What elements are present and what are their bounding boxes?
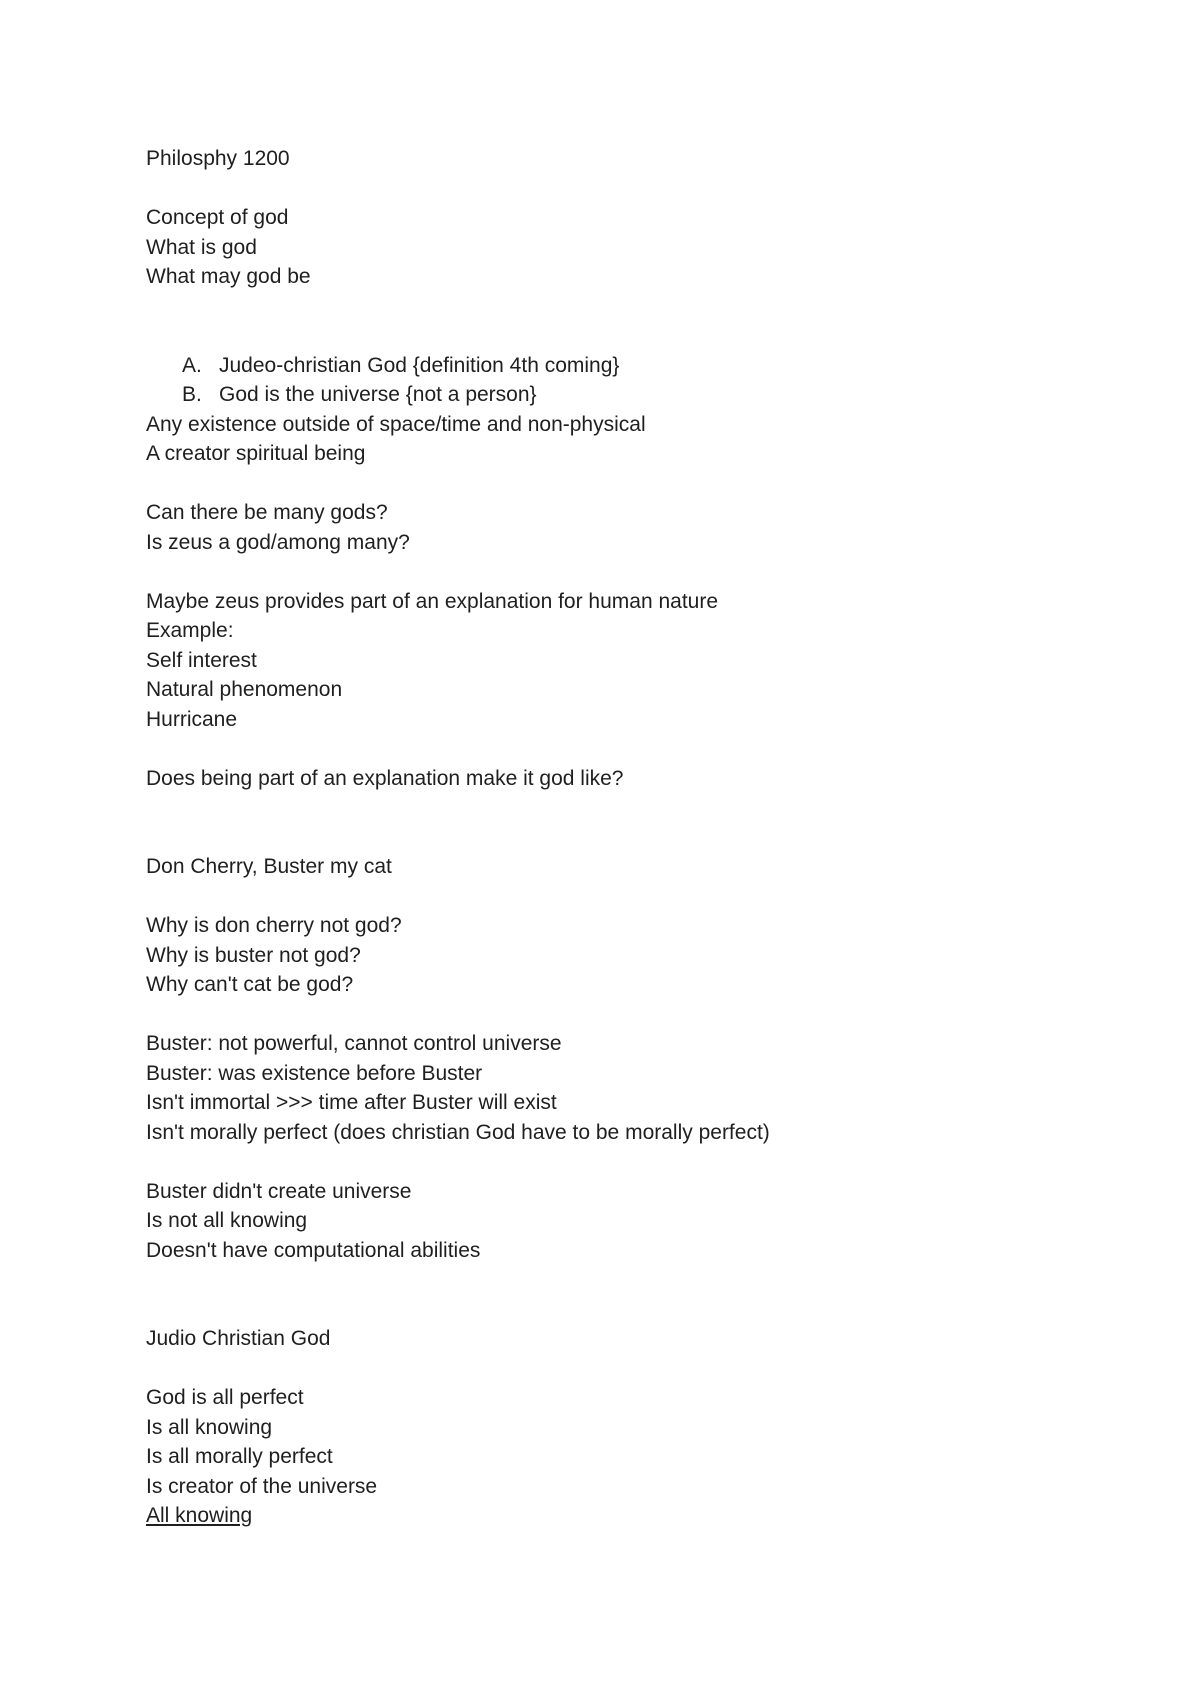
text-line: Is all knowing <box>146 1415 273 1439</box>
list-marker: B. <box>182 383 202 406</box>
text-line: Maybe zeus provides part of an explanation for human nature <box>146 589 719 613</box>
underlined-heading: All knowing <box>146 1504 253 1527</box>
spacer <box>146 174 1106 204</box>
spacer <box>146 1147 1106 1177</box>
text-line: What is god <box>146 235 257 259</box>
list-marker: A. <box>182 353 202 377</box>
section-heading: Judio Christian God <box>146 1327 331 1350</box>
list-item <box>146 351 1106 381</box>
text-line: What may god be <box>146 265 311 288</box>
document-body <box>146 144 1106 1531</box>
text-line: Example: <box>146 619 234 642</box>
text-line: Why can't cat be god? <box>146 973 354 996</box>
text-line: Buster: not powerful, cannot control universe <box>146 1032 562 1055</box>
text-line: Self interest <box>146 648 257 672</box>
text-line: Don Cherry, Buster my cat <box>146 855 392 878</box>
text-line: Is not all knowing <box>146 1209 308 1232</box>
spacer <box>146 469 1106 499</box>
text-line: Isn't immortal >>> time after Buster will exist <box>146 1091 557 1114</box>
text-line: Hurricane <box>146 707 238 731</box>
text-line: Buster didn't create universe <box>146 1179 412 1203</box>
spacer <box>146 292 1106 351</box>
spacer <box>146 1354 1106 1384</box>
text-line: Concept of god <box>146 206 289 229</box>
list-item <box>146 380 1106 410</box>
spacer <box>146 793 1106 852</box>
text-line: Any existence outside of space/time and non-physical <box>146 412 646 436</box>
text-line: Why is buster not god? <box>146 943 361 967</box>
text-line: Can there be many gods? <box>146 501 388 524</box>
list-item-text: Judeo-christian God {definition 4th coming} <box>219 353 620 377</box>
spacer <box>146 882 1106 912</box>
text-line: Does being part of an explanation make it god like? <box>146 766 624 790</box>
text-line: God is all perfect <box>146 1386 304 1409</box>
spacer <box>146 1000 1106 1030</box>
text-line: Isn't morally perfect (does christian God have to be morally perfect) <box>146 1120 770 1144</box>
text-line: Natural phenomenon <box>146 678 343 701</box>
list-item-text: God is the universe {not a person} <box>219 383 537 406</box>
spacer <box>146 1265 1106 1324</box>
text-line: Is creator of the universe <box>146 1474 378 1498</box>
text-line: Is all morally perfect <box>146 1445 333 1468</box>
text-line: Doesn't have computational abilities <box>146 1238 481 1262</box>
text-line: Why is don cherry not god? <box>146 914 402 937</box>
spacer <box>146 734 1106 764</box>
document-title: Philosphy 1200 <box>146 147 290 170</box>
text-line: A creator spiritual being <box>146 442 366 465</box>
text-line: Is zeus a god/among many? <box>146 530 410 554</box>
text-line: Buster: was existence before Buster <box>146 1061 483 1085</box>
spacer <box>146 557 1106 587</box>
